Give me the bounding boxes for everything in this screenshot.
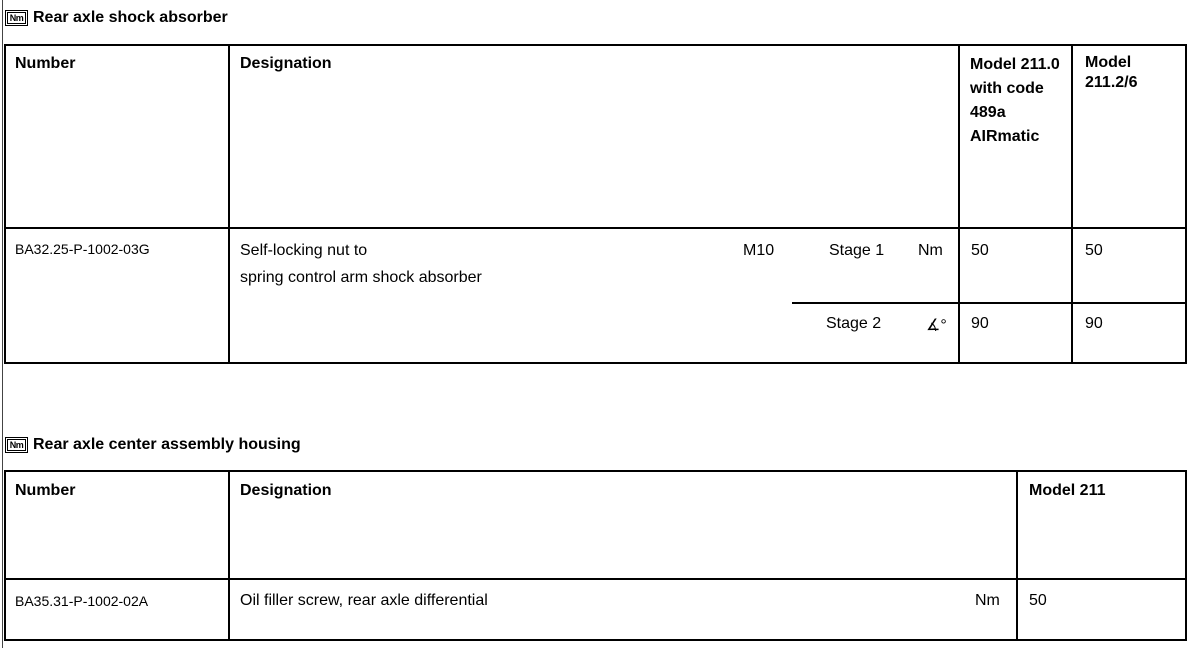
column-divider: [958, 44, 960, 364]
stage2-value-airmatic: 90: [971, 315, 989, 332]
header-number: Number: [15, 55, 76, 72]
torque-unit: Nm: [975, 592, 1000, 609]
header-model-airmatic: Model 211.0 with code 489a AIRmatic: [970, 56, 1060, 145]
header-number: Number: [15, 482, 76, 499]
nm-torque-icon: Nm: [5, 10, 28, 26]
header-divider: [4, 578, 1187, 580]
column-divider: [228, 470, 230, 641]
page-left-border: [2, 0, 3, 648]
header-designation: Designation: [240, 482, 332, 499]
column-divider: [228, 44, 230, 364]
header-model-211-2-6: Model 211.2/6: [1085, 54, 1138, 91]
part-number: BA32.25-P-1002-03G: [15, 241, 150, 257]
section-title-shock-absorber: [5, 7, 228, 29]
stage-divider: [792, 302, 1187, 304]
stage2-value-211-2-6: 90: [1085, 315, 1103, 332]
header-model-211: Model 211: [1029, 482, 1106, 499]
stage1-label: Stage 1: [829, 242, 885, 259]
part-number: BA35.31-P-1002-02A: [15, 593, 149, 609]
table-border: [4, 470, 1187, 641]
column-divider: [1071, 44, 1073, 364]
stage1-value-211-2-6: 50: [1085, 242, 1103, 259]
angle-degree-icon: ∡°: [926, 317, 947, 334]
designation: Oil filler screw, rear axle differential: [240, 592, 488, 609]
header-designation: Designation: [240, 55, 332, 72]
stage1-value-airmatic: 50: [971, 242, 989, 259]
stage1-unit: Nm: [918, 242, 943, 259]
thread-size: M10: [743, 242, 775, 259]
nm-torque-icon: Nm: [5, 437, 28, 453]
designation-line1: Self-locking nut to: [240, 242, 368, 259]
column-divider: [1016, 470, 1018, 641]
designation-line2: spring control arm shock absorber: [240, 269, 482, 286]
section-title-text: Rear axle shock absorber: [33, 9, 228, 26]
section-title-text: Rear axle center assembly housing: [33, 436, 301, 453]
header-divider: [4, 227, 1187, 229]
stage2-label: Stage 2: [826, 315, 882, 332]
torque-value: 50: [1029, 592, 1047, 609]
section-title-center-housing: [5, 434, 301, 456]
